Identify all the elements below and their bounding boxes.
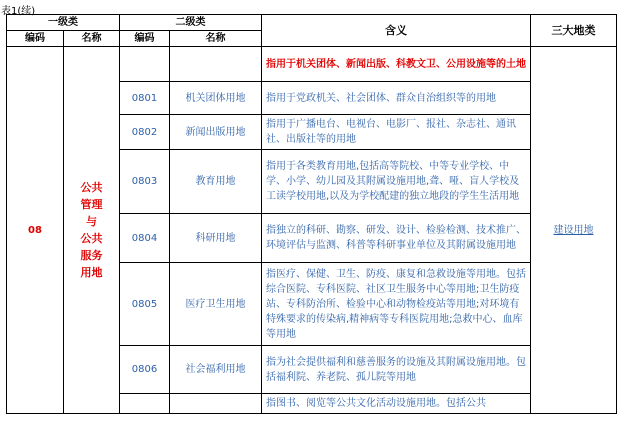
row-code: 0803 — [120, 150, 170, 214]
row-meaning: 指用于各类教育用地,包括高等院校、中等专业学校、中学、小学、幼儿园及其附属设施用地,聋、哑、盲人学校及工读学校用地,以及为学校配建的独立地段的学生生活用地 — [262, 150, 531, 214]
group-name-line: 与 — [86, 215, 97, 228]
row-code: 0805 — [120, 263, 170, 346]
intro-name — [170, 47, 262, 82]
header-level2-code: 编码 — [120, 31, 170, 47]
header-level2-name: 名称 — [170, 31, 262, 47]
group-name-line: 公共 — [80, 181, 103, 194]
row-code: 0802 — [120, 115, 170, 150]
group-name-line: 公共 — [80, 232, 103, 245]
row-name — [170, 394, 262, 414]
group-name — [64, 47, 120, 414]
row-name: 社会福利用地 — [170, 346, 262, 394]
row-code: 0801 — [120, 82, 170, 115]
row-meaning: 指用于广播电台、电视台、电影厂、报社、杂志社、通讯社、出版社等的用地 — [262, 115, 531, 150]
row-meaning: 指为社会提供福利和慈善服务的设施及其附属设施用地。包括福利院、养老院、孤儿院等用地 — [262, 346, 531, 394]
header-level1-name: 名称 — [64, 31, 120, 47]
group-code: 08 — [7, 47, 64, 414]
row-name: 医疗卫生用地 — [170, 263, 262, 346]
intro-meaning: 指用于机关团体、新闻出版、科教文卫、公用设施等的土地 — [262, 47, 531, 82]
row-name: 机关团体用地 — [170, 82, 262, 115]
intro-code — [120, 47, 170, 82]
row-code — [120, 394, 170, 414]
row-meaning: 指用于党政机关、社会团体、群众自治组织等的用地 — [262, 82, 531, 115]
header-meaning: 含义 — [262, 15, 531, 47]
row-meaning: 指独立的科研、勘察、研发、设计、检验检测、技术推广、环境评估与监测、科普等科研事业单位及其附属设施用地 — [262, 214, 531, 263]
row-meaning: 指图书、阅览等公共文化活动设施用地。包括公共 — [262, 394, 531, 414]
group-name-line: 用地 — [80, 266, 103, 279]
header-level1-code: 编码 — [7, 31, 64, 47]
row-name: 新闻出版用地 — [170, 115, 262, 150]
header-level2: 二级类 — [120, 15, 262, 31]
category-link[interactable]: 建设用地 — [531, 47, 617, 414]
row-name: 教育用地 — [170, 150, 262, 214]
row-code: 0804 — [120, 214, 170, 263]
header-level1: 一级类 — [7, 15, 120, 31]
table-caption: 表1(续) — [1, 6, 36, 17]
row-meaning: 指医疗、保健、卫生、防疫、康复和急救设施等用地。包括综合医院、专科医院、社区卫生服务中心等用地;卫生防疫站、专科防治所、检验中心和动物检疫站等用地;对环境有特殊要求的传染病,精神病等专科医院用地;急救中心、血库等用地 — [262, 263, 531, 346]
row-code: 0806 — [120, 346, 170, 394]
row-name: 科研用地 — [170, 214, 262, 263]
header-three-categories: 三大地类 — [531, 15, 617, 47]
group-name-line: 服务 — [80, 249, 103, 262]
group-name-line: 管理 — [80, 198, 103, 211]
land-classification-table — [6, 14, 617, 414]
